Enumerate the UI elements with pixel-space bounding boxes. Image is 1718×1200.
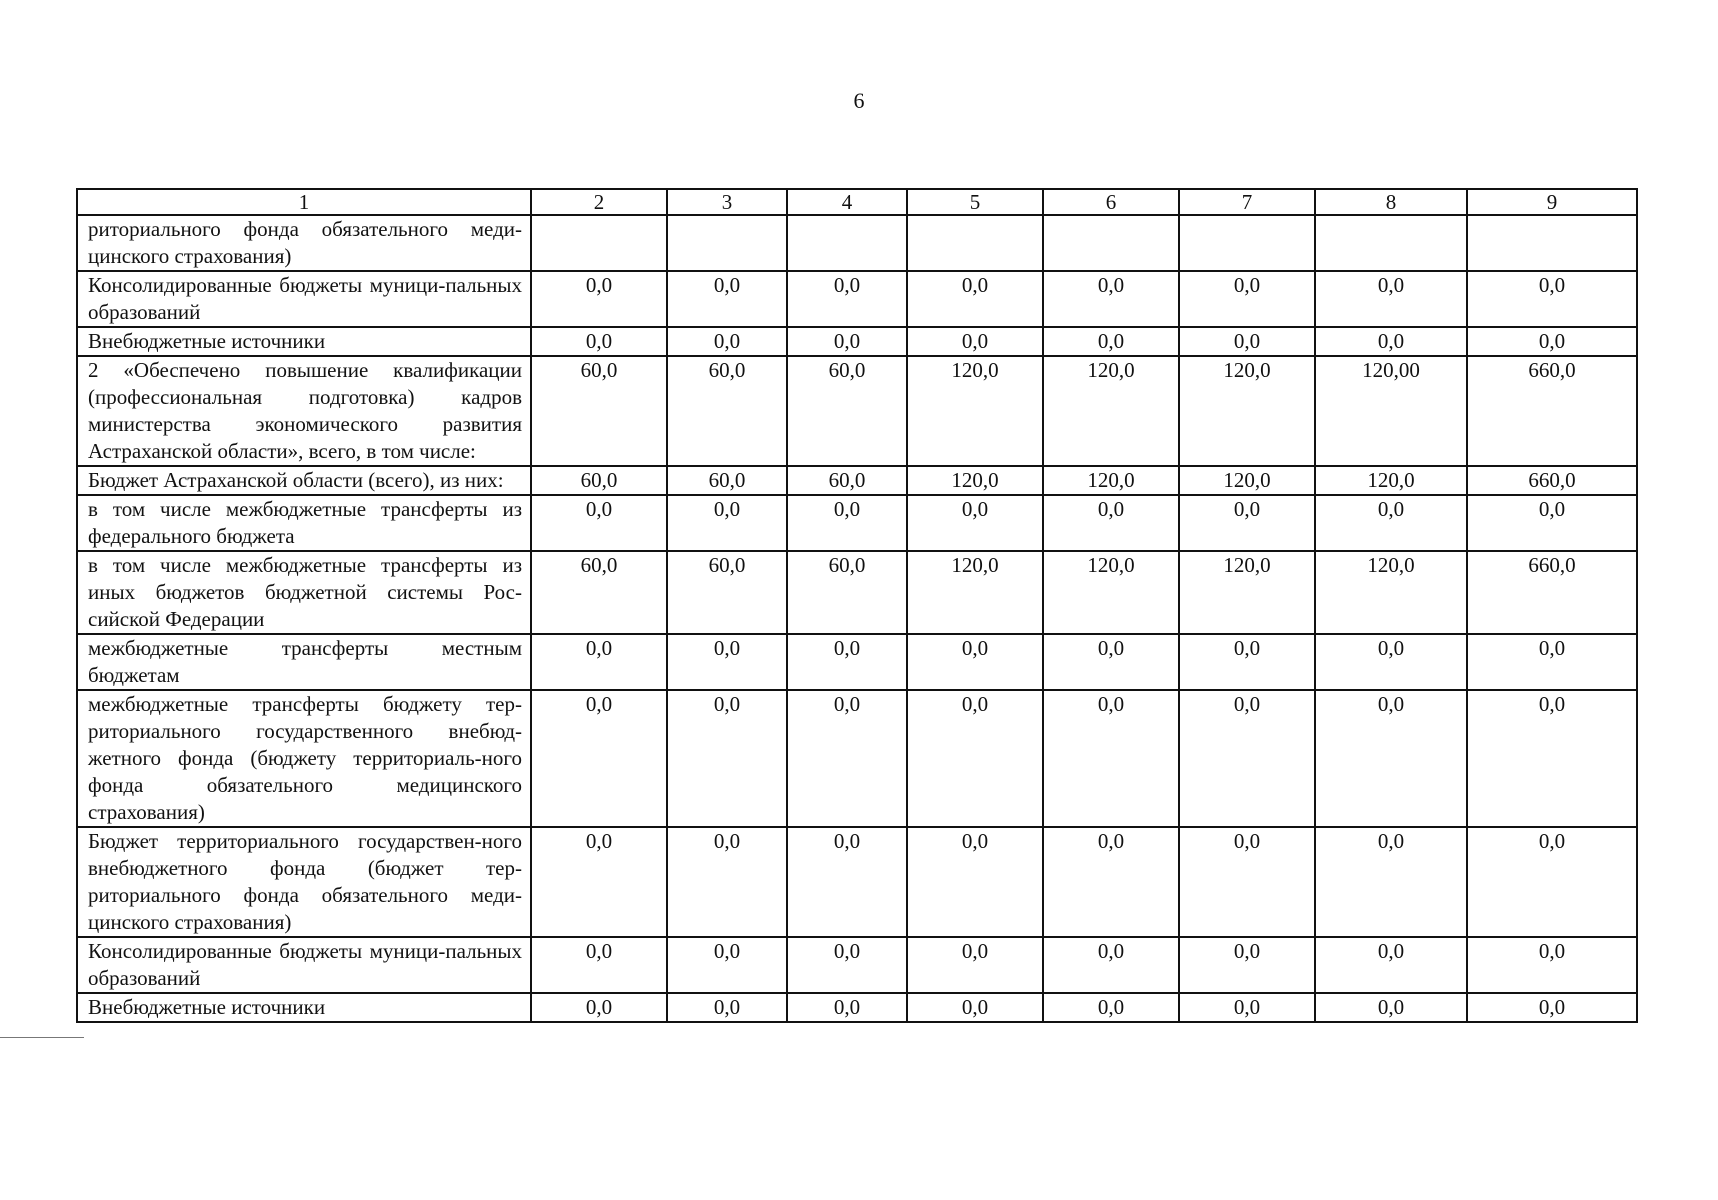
- table-row: [77, 215, 1637, 271]
- table-cell: 0,0: [787, 495, 907, 551]
- row-label: Внебюджетные источники: [77, 327, 531, 356]
- table-cell: [1315, 215, 1467, 271]
- table-cell: 0,0: [667, 495, 787, 551]
- table-row: [77, 551, 1637, 634]
- table-cell: 120,0: [1315, 551, 1467, 634]
- table-cell: 0,0: [907, 495, 1043, 551]
- table-cell: 0,0: [1315, 327, 1467, 356]
- table-cell: 60,0: [667, 356, 787, 466]
- table-row: [77, 690, 1637, 827]
- table-cell: 0,0: [907, 271, 1043, 327]
- header-row: [77, 189, 1637, 215]
- table-cell: 0,0: [907, 827, 1043, 937]
- table-cell: 660,0: [1467, 356, 1637, 466]
- table-cell: 0,0: [1179, 634, 1315, 690]
- table-cell: 0,0: [1043, 634, 1179, 690]
- table-cell: 0,0: [531, 993, 667, 1022]
- table-cell: 0,0: [1179, 690, 1315, 827]
- row-label: межбюджетные трансферты местным бюджетам: [77, 634, 531, 690]
- row-label: Консолидированные бюджеты муници-пальных образований: [77, 937, 531, 993]
- table-cell: 60,0: [531, 466, 667, 495]
- table-cell: 120,00: [1315, 356, 1467, 466]
- row-label: Бюджет территориального государствен-ного внебюджетного фонда (бюджет тер-риториального фонда обязательного меди-цинского страхования): [77, 827, 531, 937]
- table-cell: 0,0: [667, 327, 787, 356]
- table-cell: 120,0: [1179, 356, 1315, 466]
- table-cell: 0,0: [1179, 937, 1315, 993]
- table-cell: 0,0: [1043, 327, 1179, 356]
- table-cell: 0,0: [907, 690, 1043, 827]
- table-cell: 0,0: [787, 271, 907, 327]
- table-cell: 0,0: [1467, 327, 1637, 356]
- column-header: 7: [1179, 189, 1315, 215]
- table-cell: 0,0: [531, 634, 667, 690]
- table-cell: 60,0: [531, 551, 667, 634]
- budget-table: [76, 188, 1638, 1023]
- table-cell: 60,0: [787, 551, 907, 634]
- column-header: 1: [77, 189, 531, 215]
- table-cell: 0,0: [907, 634, 1043, 690]
- table-cell: 0,0: [1315, 827, 1467, 937]
- table-cell: 0,0: [531, 937, 667, 993]
- table-row: [77, 466, 1637, 495]
- table-cell: 0,0: [907, 327, 1043, 356]
- table-cell: 60,0: [787, 466, 907, 495]
- table-cell: 0,0: [1043, 271, 1179, 327]
- row-label: Консолидированные бюджеты муници-пальных образований: [77, 271, 531, 327]
- table-cell: 120,0: [1043, 466, 1179, 495]
- table-cell: 0,0: [667, 690, 787, 827]
- table-cell: 660,0: [1467, 551, 1637, 634]
- table-cell: 60,0: [531, 356, 667, 466]
- table-cell: 0,0: [787, 827, 907, 937]
- table-cell: 660,0: [1467, 466, 1637, 495]
- table-cell: 0,0: [1179, 495, 1315, 551]
- column-header: 9: [1467, 189, 1637, 215]
- table-cell: 0,0: [1467, 634, 1637, 690]
- column-header: 6: [1043, 189, 1179, 215]
- table-row: [77, 937, 1637, 993]
- table-cell: 0,0: [1315, 271, 1467, 327]
- table-cell: 0,0: [787, 327, 907, 356]
- table-row: [77, 634, 1637, 690]
- table-cell: 0,0: [667, 634, 787, 690]
- table-cell: 0,0: [1467, 495, 1637, 551]
- table-cell: 60,0: [667, 551, 787, 634]
- table-cell: 0,0: [1179, 993, 1315, 1022]
- table-cell: 0,0: [1043, 690, 1179, 827]
- table-cell: [787, 215, 907, 271]
- table-cell: 0,0: [1467, 690, 1637, 827]
- table-cell: 120,0: [1179, 466, 1315, 495]
- table-cell: 0,0: [1179, 827, 1315, 937]
- table-cell: 120,0: [1315, 466, 1467, 495]
- table-cell: [1179, 215, 1315, 271]
- table-cell: 0,0: [907, 993, 1043, 1022]
- table-cell: 0,0: [667, 993, 787, 1022]
- table-cell: 0,0: [1179, 327, 1315, 356]
- row-label: межбюджетные трансферты бюджету тер-риториального государственного внебюд-жетного фонда (бюджету территориаль-ного фонда обязательного медицинского страхования): [77, 690, 531, 827]
- page-number: 6: [853, 88, 865, 113]
- row-label: риториального фонда обязательного меди-цинского страхования): [77, 215, 531, 271]
- table-cell: [531, 215, 667, 271]
- table-cell: 0,0: [1467, 271, 1637, 327]
- table-row: [77, 327, 1637, 356]
- table-cell: [667, 215, 787, 271]
- table-cell: 0,0: [1315, 690, 1467, 827]
- table-cell: 60,0: [787, 356, 907, 466]
- table-row: [77, 993, 1637, 1022]
- row-label: Бюджет Астраханской области (всего), из них:: [77, 466, 531, 495]
- table-cell: [907, 215, 1043, 271]
- column-header: 8: [1315, 189, 1467, 215]
- table-cell: 0,0: [667, 937, 787, 993]
- table-row: [77, 495, 1637, 551]
- table-cell: 120,0: [907, 466, 1043, 495]
- table-cell: [1043, 215, 1179, 271]
- table-cell: [1467, 215, 1637, 271]
- table-cell: 0,0: [531, 495, 667, 551]
- table-cell: 120,0: [907, 551, 1043, 634]
- table-cell: 120,0: [1043, 356, 1179, 466]
- table-cell: 0,0: [787, 634, 907, 690]
- table-cell: 0,0: [531, 827, 667, 937]
- table-cell: 0,0: [1179, 271, 1315, 327]
- table-cell: 0,0: [787, 690, 907, 827]
- table-row: [77, 356, 1637, 466]
- table-cell: 0,0: [1043, 495, 1179, 551]
- table-cell: 0,0: [1043, 993, 1179, 1022]
- table-cell: 0,0: [1043, 827, 1179, 937]
- row-label: в том числе межбюджетные трансферты из федерального бюджета: [77, 495, 531, 551]
- table-cell: 0,0: [1467, 937, 1637, 993]
- table-cell: 60,0: [667, 466, 787, 495]
- table-cell: 0,0: [1315, 937, 1467, 993]
- table-cell: 0,0: [667, 827, 787, 937]
- column-header: 5: [907, 189, 1043, 215]
- table-cell: 0,0: [531, 327, 667, 356]
- table-cell: 0,0: [1315, 993, 1467, 1022]
- table-cell: 0,0: [667, 271, 787, 327]
- table-cell: 120,0: [1179, 551, 1315, 634]
- row-label: в том числе межбюджетные трансферты из иных бюджетов бюджетной системы Рос-сийской Федерации: [77, 551, 531, 634]
- table-cell: 0,0: [787, 993, 907, 1022]
- table-cell: 0,0: [531, 690, 667, 827]
- table-cell: 0,0: [1467, 827, 1637, 937]
- table-cell: 0,0: [907, 937, 1043, 993]
- column-header: 2: [531, 189, 667, 215]
- table-cell: 0,0: [1467, 993, 1637, 1022]
- row-label: Внебюджетные источники: [77, 993, 531, 1022]
- column-header: 4: [787, 189, 907, 215]
- column-header: 3: [667, 189, 787, 215]
- table-row: [77, 827, 1637, 937]
- table-cell: 0,0: [1043, 937, 1179, 993]
- table-cell: 0,0: [787, 937, 907, 993]
- table-cell: 120,0: [1043, 551, 1179, 634]
- table-row: [77, 271, 1637, 327]
- table-cell: 0,0: [531, 271, 667, 327]
- table-cell: 0,0: [1315, 634, 1467, 690]
- table-cell: 120,0: [907, 356, 1043, 466]
- table-cell: 0,0: [1315, 495, 1467, 551]
- row-label: 2 «Обеспечено повышение квалификации (профессиональная подготовка) кадров министерства экономического развития Астраханской области», всего, в том числе:: [77, 356, 531, 466]
- scan-artifact-line: [0, 1037, 84, 1038]
